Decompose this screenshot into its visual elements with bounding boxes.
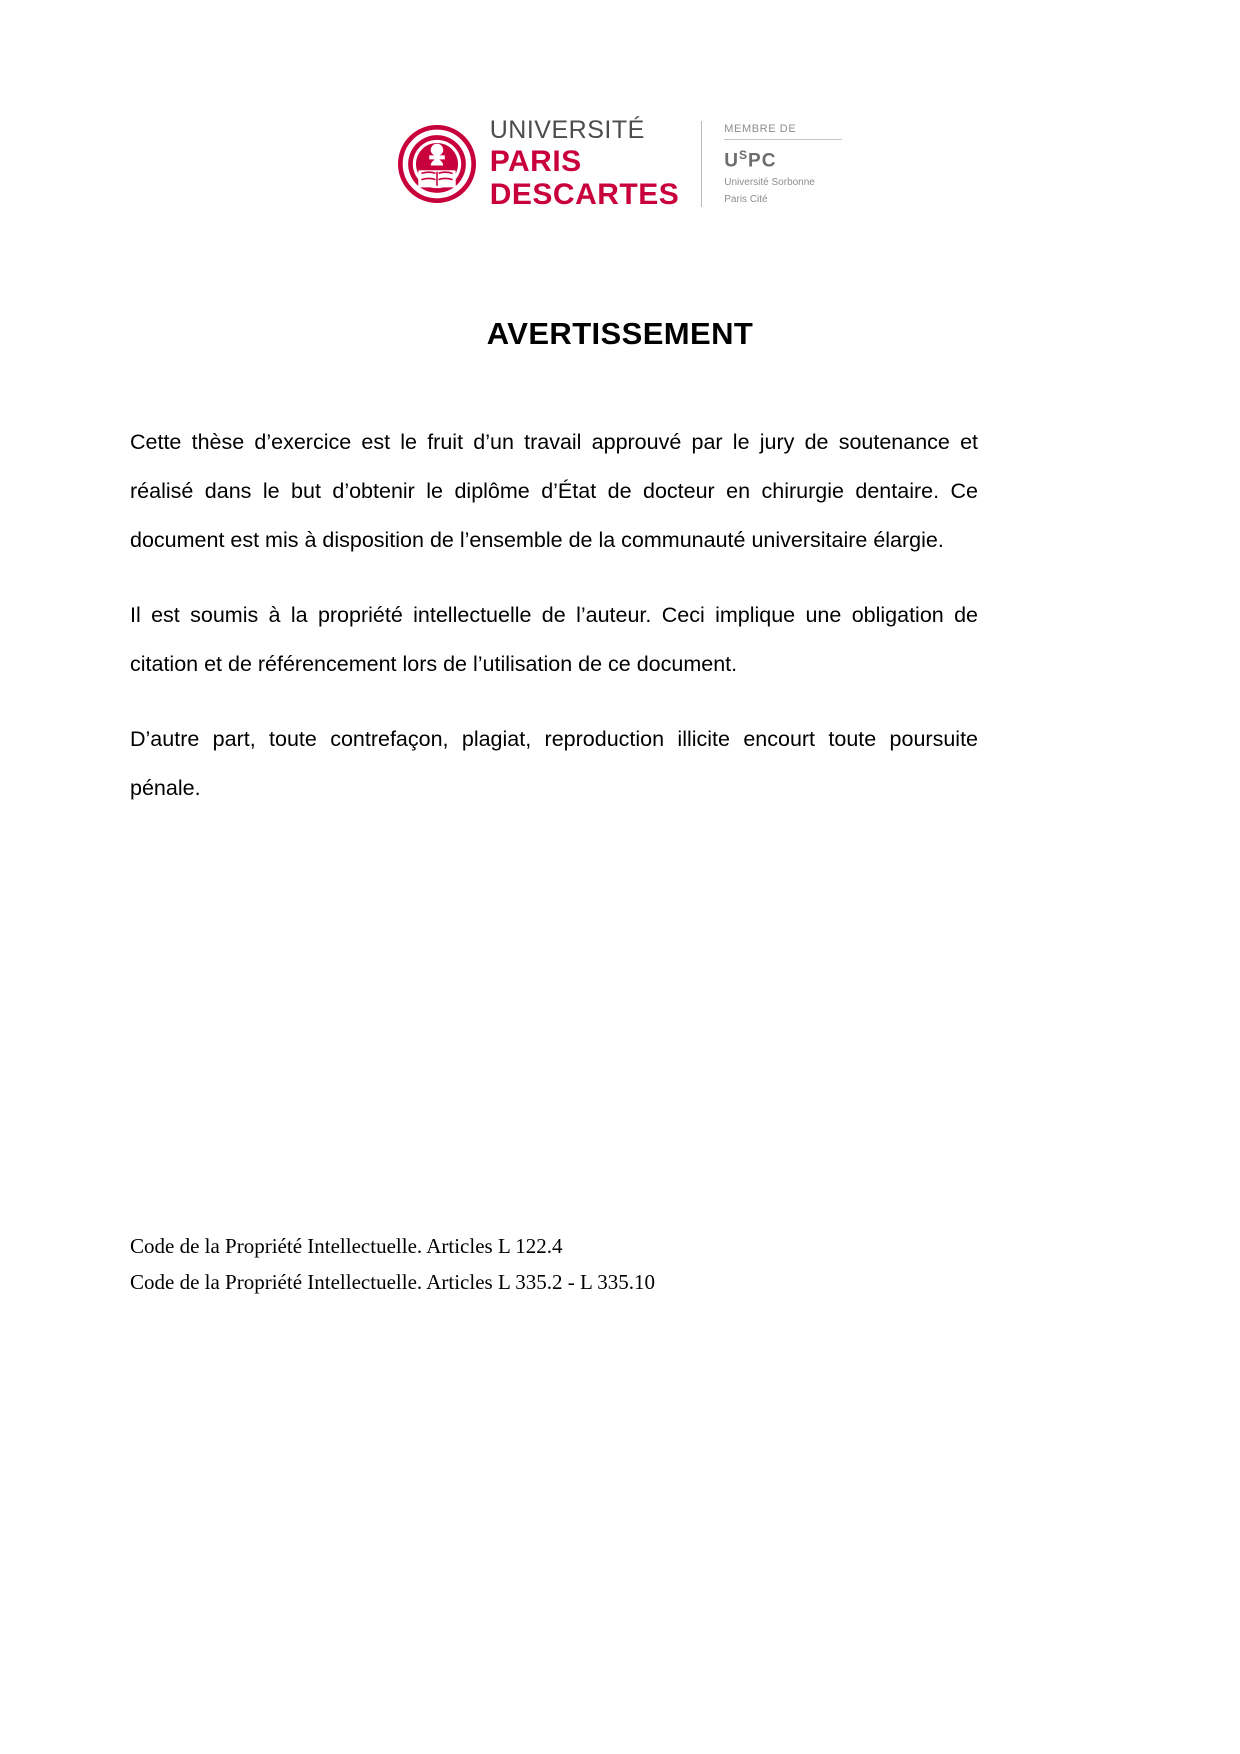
- uspc-mark-prefix: U: [724, 150, 739, 172]
- body-paragraph: Il est soumis à la propriété intellectuelle de l’auteur. Ceci implique une obligation de citation et de référencement lors de l’utilisation de ce document.: [130, 603, 978, 676]
- uspc-mark-suffix: PC: [748, 150, 777, 172]
- university-line-2: PARIS: [489, 145, 582, 178]
- legal-footnotes: [130, 1228, 990, 1300]
- university-crest-icon: [398, 125, 476, 203]
- footnote-line: Code de la Propriété Intellectuelle. Articles L 335.2 - L 335.10: [130, 1270, 656, 1294]
- document-body: [130, 418, 978, 813]
- uspc-mark-superscript: S: [739, 148, 749, 163]
- uspc-rule: [724, 139, 842, 140]
- uspc-sub-line-2: Paris Cité: [724, 193, 768, 205]
- page-title: AVERTISSEMENT: [486, 315, 754, 351]
- uspc-wordmark: [724, 149, 842, 172]
- university-line-1: UNIVERSITÉ: [489, 116, 645, 144]
- body-paragraph: D’autre part, toute contrefaçon, plagiat, reproduction illicite encourt toute poursuite pénale.: [130, 727, 978, 800]
- body-paragraph: Cette thèse d’exercice est le fruit d’un travail approuvé par le jury de soutenance et réalisé dans le but d’obtenir le diplôme d’État de docteur en chirurgie dentaire. Ce document est mis à disposition de l’ensemble de la communauté universitaire élargie.: [130, 430, 978, 552]
- footnote-line: Code de la Propriété Intellectuelle. Articles L 122.4: [130, 1234, 563, 1258]
- logo-divider: [701, 121, 702, 207]
- uspc-membership-block: [724, 123, 842, 206]
- uspc-sub-line-1: Université Sorbonne: [724, 177, 815, 189]
- logo-inner: [398, 118, 843, 210]
- membre-de-label: MEMBRE DE: [724, 122, 797, 135]
- university-line-3: DESCARTES: [489, 178, 680, 211]
- university-logo-block: [0, 118, 1240, 210]
- university-name: [490, 118, 680, 210]
